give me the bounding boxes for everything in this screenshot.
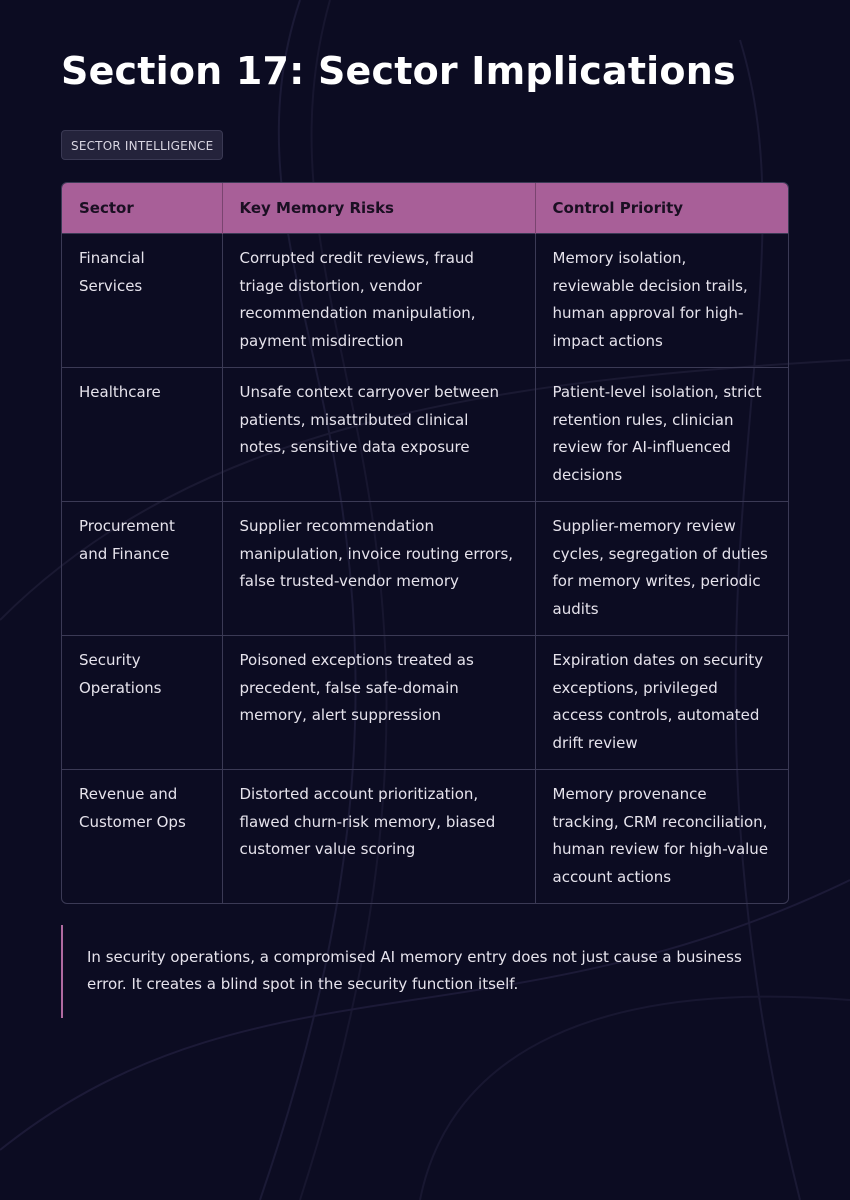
cell-risks: Supplier recommendation manipulation, invoice routing errors, false trusted-vendor memory xyxy=(222,502,535,636)
cell-sector: Healthcare xyxy=(62,368,222,502)
page-title: Section 17: Sector Implications xyxy=(61,49,736,93)
header-control-priority: Control Priority xyxy=(535,183,788,234)
sector-badge: SECTOR INTELLIGENCE xyxy=(61,130,223,160)
table-row xyxy=(62,770,788,904)
header-sector: Sector xyxy=(62,183,222,234)
cell-control: Memory provenance tracking, CRM reconciliation, human review for high-value account actions xyxy=(535,770,788,904)
callout-quote xyxy=(61,925,789,1018)
cell-risks: Unsafe context carryover between patients, misattributed clinical notes, sensitive data exposure xyxy=(222,368,535,502)
table-row xyxy=(62,368,788,502)
table-row xyxy=(62,234,788,368)
table-header-row xyxy=(62,183,788,234)
callout-text: In security operations, a compromised AI memory entry does not just cause a business error. It creates a blind spot in the security function itself. xyxy=(87,948,742,993)
cell-sector: Financial Services xyxy=(62,234,222,368)
cell-risks: Poisoned exceptions treated as precedent, false safe-domain memory, alert suppression xyxy=(222,636,535,770)
sector-table xyxy=(62,183,788,903)
cell-sector: Procurement and Finance xyxy=(62,502,222,636)
cell-control: Memory isolation, reviewable decision trails, human approval for high-impact actions xyxy=(535,234,788,368)
cell-control: Expiration dates on security exceptions, privileged access controls, automated drift review xyxy=(535,636,788,770)
cell-risks: Distorted account prioritization, flawed churn-risk memory, biased customer value scoring xyxy=(222,770,535,904)
table-row xyxy=(62,502,788,636)
cell-risks: Corrupted credit reviews, fraud triage distortion, vendor recommendation manipulation, payment misdirection xyxy=(222,234,535,368)
cell-sector: Revenue and Customer Ops xyxy=(62,770,222,904)
table-row xyxy=(62,636,788,770)
cell-control: Supplier-memory review cycles, segregation of duties for memory writes, periodic audits xyxy=(535,502,788,636)
header-key-memory-risks: Key Memory Risks xyxy=(222,183,535,234)
sector-table-container xyxy=(61,182,789,904)
cell-control: Patient-level isolation, strict retention rules, clinician review for AI-influenced decisions xyxy=(535,368,788,502)
cell-sector: Security Operations xyxy=(62,636,222,770)
